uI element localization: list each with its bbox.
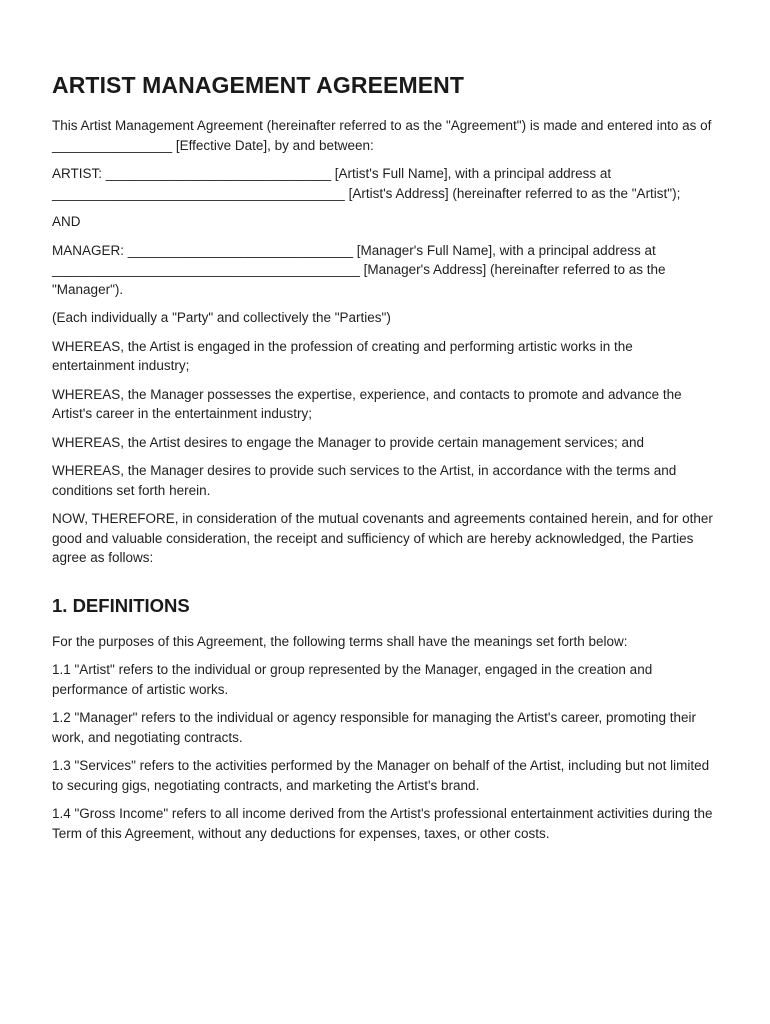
recital-4: WHEREAS, the Manager desires to provide such services to the Artist, in accordance with the terms and conditions set forth herein. [52, 463, 677, 498]
recital-3: WHEREAS, the Artist desires to engage the Manager to provide certain management services; and [52, 434, 645, 450]
parties-note: (Each individually a "Party" and collectively the "Parties") [52, 310, 391, 325]
definitions-lead: For the purposes of this Agreement, the following terms shall have the meanings set forth below: [52, 633, 628, 649]
recital-1: WHEREAS, the Artist is engaged in the profession of creating and performing artistic works in the entertainment industry; [52, 338, 633, 373]
definition-artist: 1.1 "Artist" refers to the individual or group represented by the Manager, engaged in the creation and performance of artistic works. [52, 662, 653, 697]
and-separator: AND [52, 214, 81, 229]
artist-clause: ARTIST: ______________________________ [Artist's Full Name], with a principal address at _______________________________________ [Artist's Address] (hereinafter referred to as the "Artist"); [52, 166, 681, 201]
manager-clause: MANAGER: ______________________________ [Manager's Full Name], with a principal address at _________________________________________ [Manager's Address] (hereinafter referred to as the "Manager"). [52, 242, 666, 297]
intro-paragraph: This Artist Management Agreement (hereinafter referred to as the "Agreement") is made and entered into as of ________________ [Effective Date], by and between: [52, 118, 712, 153]
definition-manager: 1.2 "Manager" refers to the individual or agency responsible for managing the Artist's career, promoting their work, and negotiating contracts. [52, 710, 697, 745]
document-title: ARTIST MANAGEMENT AGREEMENT [52, 72, 465, 98]
recital-2: WHEREAS, the Manager possesses the expertise, experience, and contacts to promote and advance the Artist's career in the entertainment industry; [52, 386, 682, 421]
definition-services: 1.3 "Services" refers to the activities performed by the Manager on behalf of the Artist, including but not limited to securing gigs, negotiating contracts, and marketing the Artist's brand. [52, 758, 710, 793]
now-therefore-paragraph: NOW, THEREFORE, in consideration of the mutual covenants and agreements contained herein, and for other good and valuable consideration, the receipt and sufficiency of which are hereby acknowledged, the Parties agree as follows: [52, 511, 713, 565]
definitions-heading: 1. DEFINITIONS [52, 594, 190, 616]
definition-gross-income: 1.4 "Gross Income" refers to all income derived from the Artist's professional entertainment activities during the Term of this Agreement, without any deductions for expenses, taxes, or other costs. [52, 806, 713, 841]
